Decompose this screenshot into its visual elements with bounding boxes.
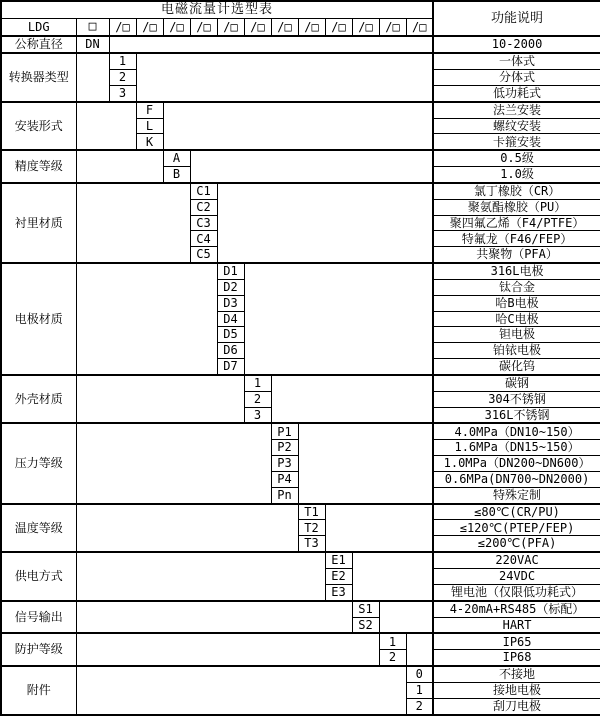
option-description: 锂电池（仅限低功耗式） xyxy=(433,584,600,600)
option-description: 220VAC xyxy=(433,552,600,568)
option-description: 刮刀电极 xyxy=(433,698,600,715)
option-description: 氯丁橡胶（CR） xyxy=(433,183,600,199)
empty-cell xyxy=(76,183,190,263)
option-code: 1 xyxy=(406,683,433,699)
empty-cell xyxy=(379,601,433,634)
empty-cell xyxy=(76,601,352,634)
option-code: 1 xyxy=(109,53,136,69)
option-description: 聚氨酯橡胶（PU） xyxy=(433,199,600,215)
model-slot: /□ xyxy=(271,19,298,37)
option-code: 3 xyxy=(109,85,136,101)
empty-cell xyxy=(76,423,271,503)
option-description: 24VDC xyxy=(433,568,600,584)
option-description: ≤200℃(PFA) xyxy=(433,536,600,552)
empty-cell xyxy=(325,504,433,553)
category-label: 信号输出 xyxy=(1,601,76,634)
option-code: D4 xyxy=(217,311,244,327)
option-description: 304不锈钢 xyxy=(433,391,600,407)
empty-cell xyxy=(271,375,433,424)
option-description: 碳化钨 xyxy=(433,358,600,374)
category-label: 温度等级 xyxy=(1,504,76,553)
option-description: 卡箍安装 xyxy=(433,134,600,150)
option-code: C1 xyxy=(190,183,217,199)
category-label: 电极材质 xyxy=(1,263,76,375)
empty-cell xyxy=(76,263,217,375)
empty-cell xyxy=(76,666,406,715)
empty-cell xyxy=(76,150,163,183)
option-code: P2 xyxy=(271,440,298,456)
model-slot: /□ xyxy=(325,19,352,37)
empty-cell xyxy=(136,53,433,102)
option-description: ≤120℃(PTEP/FEP) xyxy=(433,520,600,536)
option-description: 碳钢 xyxy=(433,375,600,391)
empty-cell xyxy=(406,633,433,666)
option-description: 特氟龙（F46/FEP） xyxy=(433,231,600,247)
option-code: T1 xyxy=(298,504,325,520)
option-description: 1.0级 xyxy=(433,167,600,183)
option-code: P3 xyxy=(271,456,298,472)
option-description: 1.0MPa（DN200~DN600） xyxy=(433,456,600,472)
model-slot: /□ xyxy=(109,19,136,37)
model-slot: /□ xyxy=(217,19,244,37)
model-slot: /□ xyxy=(406,19,433,37)
option-description: 钽电极 xyxy=(433,327,600,343)
option-code: S1 xyxy=(352,601,379,617)
option-description: 4-20mA+RS485（标配） xyxy=(433,601,600,617)
model-slot: /□ xyxy=(136,19,163,37)
option-code: D1 xyxy=(217,263,244,279)
empty-cell xyxy=(109,36,433,53)
category-label: 公称直径 xyxy=(1,36,76,53)
option-description: 聚四氟乙烯（F4/PTFE） xyxy=(433,215,600,231)
category-label: 附件 xyxy=(1,666,76,715)
empty-cell xyxy=(76,633,379,666)
option-description: 哈C电极 xyxy=(433,311,600,327)
option-description: HART xyxy=(433,617,600,633)
category-label: 供电方式 xyxy=(1,552,76,601)
category-label: 压力等级 xyxy=(1,423,76,503)
option-description: 低功耗式 xyxy=(433,85,600,101)
option-description: 钛合金 xyxy=(433,280,600,296)
option-code: T2 xyxy=(298,520,325,536)
empty-cell xyxy=(76,375,244,424)
option-description: 不接地 xyxy=(433,666,600,682)
category-label: 转换器类型 xyxy=(1,53,76,102)
option-code: A xyxy=(163,150,190,166)
option-code: E1 xyxy=(325,552,352,568)
option-description: 0.5级 xyxy=(433,150,600,166)
option-code: K xyxy=(136,134,163,150)
model-slot: /□ xyxy=(298,19,325,37)
option-description: ≤80℃(CR/PU) xyxy=(433,504,600,520)
empty-cell xyxy=(298,423,433,503)
option-description: 316L电极 xyxy=(433,263,600,279)
option-code: F xyxy=(136,102,163,118)
option-description: 铂铱电极 xyxy=(433,343,600,359)
category-label: 安装形式 xyxy=(1,102,76,151)
option-code: Pn xyxy=(271,487,298,503)
model-slot: /□ xyxy=(352,19,379,37)
option-code: 2 xyxy=(406,698,433,715)
option-code: C3 xyxy=(190,215,217,231)
option-code: E2 xyxy=(325,568,352,584)
option-code: D6 xyxy=(217,343,244,359)
empty-cell xyxy=(190,150,433,183)
model-slot: /□ xyxy=(190,19,217,37)
option-description: 接地电极 xyxy=(433,683,600,699)
option-code: C2 xyxy=(190,199,217,215)
page-title: 电磁流量计选型表 xyxy=(1,1,433,19)
option-description: 特殊定制 xyxy=(433,487,600,503)
model-box-first: □ xyxy=(76,19,109,37)
option-code: D3 xyxy=(217,295,244,311)
option-description: 法兰安装 xyxy=(433,102,600,118)
option-code: T3 xyxy=(298,536,325,552)
option-code: D2 xyxy=(217,280,244,296)
empty-cell xyxy=(76,504,298,553)
option-description: 4.0MPa（DN10~150） xyxy=(433,423,600,439)
option-code: P4 xyxy=(271,471,298,487)
option-description: 共聚物（PFA） xyxy=(433,247,600,263)
option-description: 316L不锈钢 xyxy=(433,407,600,423)
option-code: 1 xyxy=(244,375,271,391)
option-code: S2 xyxy=(352,617,379,633)
empty-cell xyxy=(217,183,433,263)
option-description: IP65 xyxy=(433,633,600,649)
option-description: 1.6MPa（DN15~150） xyxy=(433,440,600,456)
option-description: IP68 xyxy=(433,650,600,666)
empty-cell xyxy=(352,552,433,601)
option-code: DN xyxy=(76,36,109,53)
empty-cell xyxy=(244,263,433,375)
option-description: 一体式 xyxy=(433,53,600,69)
category-label: 防护等级 xyxy=(1,633,76,666)
option-code: L xyxy=(136,118,163,134)
option-description: 分体式 xyxy=(433,70,600,86)
option-code: 1 xyxy=(379,633,406,649)
option-code: E3 xyxy=(325,584,352,600)
option-code: B xyxy=(163,167,190,183)
category-label: 衬里材质 xyxy=(1,183,76,263)
empty-cell xyxy=(76,552,325,601)
function-column-header: 功能说明 xyxy=(433,1,600,36)
model-prefix: LDG xyxy=(1,19,76,37)
option-description: 0.6MPa(DN700~DN2000) xyxy=(433,471,600,487)
option-code: 2 xyxy=(379,650,406,666)
model-slot: /□ xyxy=(379,19,406,37)
option-code: 3 xyxy=(244,407,271,423)
empty-cell xyxy=(76,53,109,102)
option-code: C4 xyxy=(190,231,217,247)
category-label: 外壳材质 xyxy=(1,375,76,424)
option-description: 哈B电极 xyxy=(433,295,600,311)
option-code: C5 xyxy=(190,247,217,263)
option-code: 2 xyxy=(109,70,136,86)
model-slot: /□ xyxy=(244,19,271,37)
option-code: 2 xyxy=(244,391,271,407)
option-code: P1 xyxy=(271,423,298,439)
option-code: 0 xyxy=(406,666,433,682)
empty-cell xyxy=(163,102,433,151)
option-code: D7 xyxy=(217,358,244,374)
empty-cell xyxy=(76,102,136,151)
option-code: D5 xyxy=(217,327,244,343)
option-description: 10-2000 xyxy=(433,36,600,53)
model-slot: /□ xyxy=(163,19,190,37)
option-description: 螺纹安装 xyxy=(433,118,600,134)
category-label: 精度等级 xyxy=(1,150,76,183)
